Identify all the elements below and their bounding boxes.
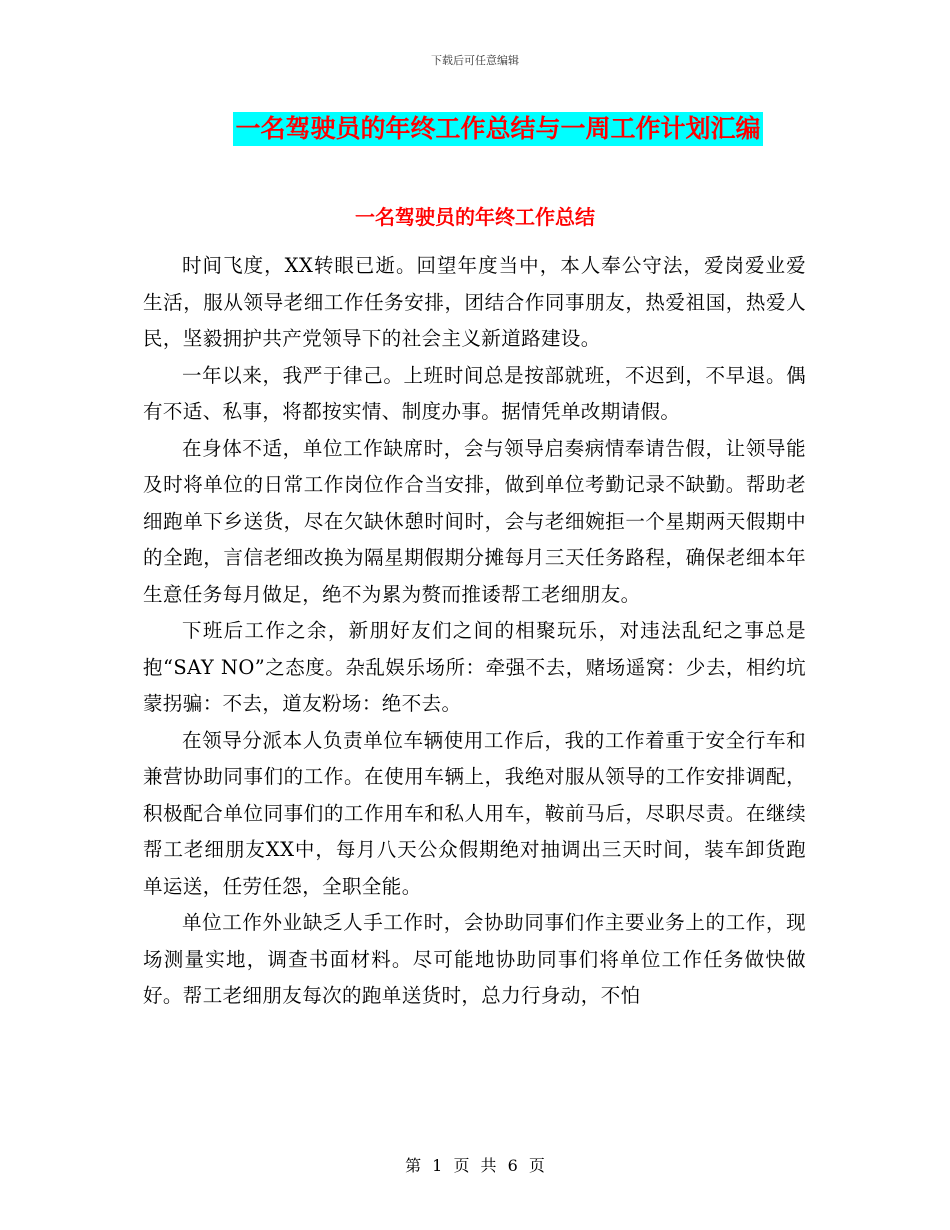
main-title-container	[0, 112, 950, 146]
section-title: 一名驾驶员的年终工作总结	[355, 205, 595, 229]
paragraph-1: 时间飞度，XX转眼已逝。回望年度当中，本人奉公守法，爱岗爱业爱生活，服从领导老细工作任务安排，团结合作同事朋友，热爱祖国，热爱人民，坚毅拥护共产党领导下的社会主义新道路建设。	[143, 254, 806, 350]
paragraph-2: 一年以来，我严于律己。上班时间总是按部就班，不迟到，不早退。偶有不适、私事，将都按实情、制度办事。据情凭单改期请假。	[143, 363, 806, 423]
page-number-footer: 第 1 页 共 6 页	[405, 1156, 545, 1175]
paragraph-3: 在身体不适，单位工作缺席时，会与领导启奏病情奉请告假，让领导能及时将单位的日常工作岗位作合当安排，做到单位考勤记录不缺勤。帮助老细跑单下乡送货，尽在欠缺休憩时间时，会与老细婉拒一个星期两天假期中的全跑，言信老细改换为隔星期假期分摊每月三天任务路程，确保老细本年生意任务每月做足，绝不为累为赘而推诿帮工老细朋友。	[143, 436, 806, 606]
paragraph-4: 下班后工作之余，新朋好友们之间的相聚玩乐，对违法乱纪之事总是抱“SAY NO”之态度。杂乱娱乐场所：牵强不去，赌场遥窝：少去，相约坑蒙拐骗：不去，道友粉场：绝不去。	[143, 619, 806, 715]
document-body	[143, 248, 806, 1015]
header-note: 下载后可任意编辑	[431, 54, 519, 67]
document-main-title: 一名驾驶员的年终工作总结与一周工作计划汇编	[233, 112, 762, 146]
paragraph-5: 在领导分派本人负责单位车辆使用工作后，我的工作着重于安全行车和兼营协助同事们的工作。在使用车辆上，我绝对服从领导的工作安排调配，积极配合单位同事们的工作用车和私人用车，鞍前马后，尽职尽责。在继续帮工老细朋友XX中，每月八天公众假期绝对抽调出三天时间，装车卸货跑单运送，任劳任怨，全职全能。	[143, 728, 806, 898]
paragraph-6: 单位工作外业缺乏人手工作时，会协助同事们作主要业务上的工作，现场测量实地，调查书面材料。尽可能地协助同事们将单位工作任务做快做好。帮工老细朋友每次的跑单送货时，总力行身动，不怕	[143, 911, 806, 1007]
